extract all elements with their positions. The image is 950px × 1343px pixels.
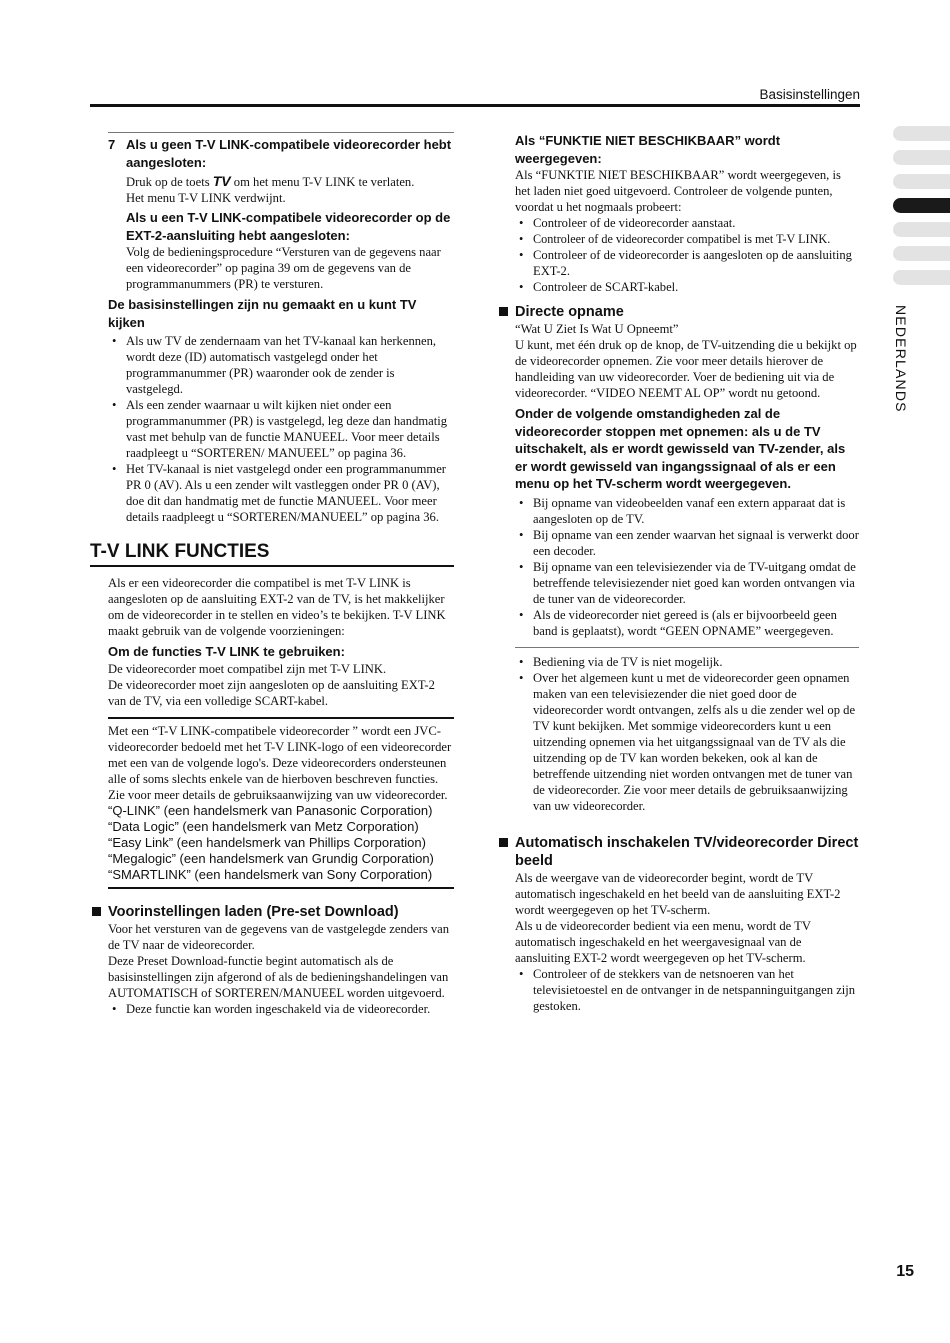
note-bullet-list — [497, 654, 859, 814]
list-item: • Bediening via de TV is niet mogelijk. — [515, 654, 859, 670]
use-requirement-2: De videorecorder moet zijn aangesloten op de aansluiting EXT-2 van de TV, via een volledige SCART-kabel. — [108, 677, 435, 708]
language-label: NEDERLANDS — [893, 305, 909, 413]
running-header: Basisinstellingen — [759, 87, 860, 102]
chapter-tab — [893, 222, 950, 237]
stop-bullet-list — [497, 495, 859, 639]
list-item: • Als de videorecorder niet gereed is (als er bijvoorbeeld geen band is geplaatst), wordt “GEEN OPNAME” weergegeven. — [515, 607, 859, 639]
right-column — [497, 132, 859, 1014]
preset-text-2: Deze Preset Download-functie begint automatisch als de basisinstellingen zijn afgerond of als de bedieningshandelingen van AUTOMATISCH of SORTEREN/MANUEEL worden uitgevoerd. — [108, 953, 449, 1000]
step-number: 7 — [108, 137, 116, 152]
list-item: • Bij opname van een zender waarvan het signaal is verwerkt door een decoder. — [515, 527, 859, 559]
square-bullet-icon — [499, 307, 508, 316]
logo-line: “SMARTLINK” (een handelsmerk van Sony Corporation) — [108, 866, 433, 882]
list-item: • Over het algemeen kunt u met de videorecorder geen opnamen maken van een televisiezender die niet goed door de videorecorder wordt ontvangen, zelfs als u die zender wel op de TV kunt bekijken. Met sommige videorecorders kunt u een uitzending opnemen via het uitgangssignaal van de TV als die uitzending op de TV kan worden bekeken, ook al kan de betreffende uitzending niet worden ontvangen met de tuner van de videorecorder. Zie voor meer details de gebruiksaanwijzing van uw videorecorder. — [515, 670, 859, 814]
chapter-tab — [893, 150, 950, 165]
list-item: • Controleer of de videorecorder is aangesloten op de aansluiting EXT-2. — [515, 247, 859, 279]
list-item: • Bij opname van videobeelden vanaf een extern apparaat dat is aangesloten op de TV. — [515, 495, 859, 527]
chapter-tab — [893, 246, 950, 261]
left-column — [90, 132, 454, 1017]
preset-heading: Voorinstellingen laden (Pre-set Download) — [90, 903, 454, 921]
chapter-tab — [893, 270, 950, 285]
done-heading: De basisinstellingen zijn nu gemaakt en u kunt TV kijken — [108, 297, 417, 330]
direct-quote: “Wat U Ziet Is Wat U Opneemt” — [515, 322, 679, 336]
list-item: • Als een zender waarnaar u wilt kijken niet onder een programmanummer (PR) is vastgelegd, leg deze dan handmatig vast met behulp van de functie MANUEEL. Voor meer details raadpleegt u “SORTEREN/ MANUEEL” op pagina 36. — [108, 397, 454, 461]
preset-text-1: Voor het versturen van de gegevens van de vastgelegde zenders van de TV naar de videorecorder. — [108, 921, 450, 952]
list-item: • Controleer of de videorecorder aanstaat. — [515, 215, 859, 231]
error-text: Als “FUNKTIE NIET BESCHIKBAAR” wordt weergegeven, is het laden niet goed uitgevoerd. Controleer de volgende punten, voordat u het nogmaals probeert: — [515, 168, 841, 214]
done-bullet-list — [90, 333, 454, 525]
square-bullet-icon — [92, 907, 101, 916]
note-bottom-rule — [108, 887, 454, 889]
logo-line: “Data Logic” (een handelsmerk van Metz Corporation) — [108, 818, 419, 834]
list-item: • Als uw TV de zendernaam van het TV-kanaal kan herkennen, wordt deze (ID) automatisch vastgelegd onder het programmanummer (PR) waaronder ook de zender is vastgelegd. — [108, 333, 454, 397]
preset-bullet-list — [90, 1001, 454, 1017]
error-bullet-list — [497, 215, 859, 295]
list-item: • Deze functie kan worden ingeschakeld via de videorecorder. — [108, 1001, 454, 1017]
list-item: • Controleer of de videorecorder compatibel is met T-V LINK. — [515, 231, 859, 247]
error-heading: Als “FUNKTIE NIET BESCHIKBAAR” wordt weergegeven: — [515, 133, 781, 166]
list-item: • Controleer de SCART-kabel. — [515, 279, 859, 295]
list-item: • Het TV-kanaal is niet vastgelegd onder een programmanummer PR 0 (AV). Als u een zender wilt vastleggen onder PR 0 (AV), doe dit dan handmatig met de functie MANUEEL. Voor meer details raadpleegt u “SORTEREN/MANUEEL” op pagina 36. — [108, 461, 454, 525]
square-bullet-icon — [499, 838, 508, 847]
auto-power-heading: Automatisch inschakelen TV/videorecorder Direct beeld — [497, 834, 859, 870]
step-7-heading-2: Als u een T-V LINK-compatibele videorecorder op de EXT-2-aansluiting hebt aangesloten: — [126, 210, 451, 243]
list-item: • Bij opname van een televisiezender via de TV-uitgang omdat de betreffende televisiezender niet goed kan worden ontvangen via de tuner van de videorecorder. — [515, 559, 859, 607]
note-top-rule — [108, 717, 454, 719]
page-number: 15 — [896, 1263, 914, 1280]
use-requirement-1: De videorecorder moet compatibel zijn met T-V LINK. — [108, 661, 387, 676]
header-rule — [90, 104, 860, 107]
auto-bullet-list — [497, 966, 859, 1014]
logo-line: “Megalogic” (een handelsmerk van Grundig Corporation) — [108, 850, 434, 866]
logo-line: “Q-LINK” (een handelsmerk van Panasonic Corporation) — [108, 802, 433, 818]
chapter-tab — [893, 126, 950, 141]
tvlink-intro: Als er een videorecorder die compatibel is met T-V LINK is aangesloten op de aansluiting EXT-2 van de TV, is het makkelijker om de videorecorder in te stellen en video’s te bekijken. T-V LINK maakt gebruik van de volgende voorzieningen: — [108, 576, 446, 638]
direct-text: U kunt, met één druk op de knop, de TV-uitzending die u bekijkt op de videorecorder opnemen. Zie voor meer details hierover de handleiding van uw videorecorder. Voer de bediening uit via de videorecorder. “VIDEO NEEMT AL OP” wordt nu getoond. — [515, 338, 857, 400]
tv-button-icon: TV — [212, 173, 231, 189]
step-top-rule — [108, 132, 454, 133]
step-7-procedure: Volg de bedieningsprocedure “Versturen van de gegevens naar een videorecorder” op pagina 39 om de gegevens van de programmanummers (PR) te versturen. — [126, 245, 441, 291]
chapter-tab — [893, 174, 950, 189]
logo-line: “Easy Link” (een handelsmerk van Phillips Corporation) — [108, 834, 426, 850]
chapter-tab-active — [893, 198, 950, 213]
step-7-heading-1: Als u geen T-V LINK-compatibele videorecorder hebt aangesloten: — [126, 137, 452, 170]
use-heading: Om de functies T-V LINK te gebruiken: — [108, 644, 345, 659]
chapter-tabs — [893, 126, 950, 294]
note-text: Met een “T-V LINK-compatibele videorecorder ” wordt een JVC-videorecorder bedoeld met het T-V LINK-logo of een videorecorder met een van de volgende logo's. Deze videorecorders ondersteunen alle of soms slechts enkele van de hierboven beschreven functies. Zie voor meer details de gebruiksaanwijzing van uw videorecorder. — [108, 723, 452, 802]
stop-conditions-heading: Onder de volgende omstandigheden zal de videorecorder stoppen met opnemen: als u de TV uitschakelt, als er wordt gewisseld van TV-zender, als er wordt gewisseld van ingangssignaal of als er een menu op het TV-scherm wordt weergegeven. — [515, 406, 846, 491]
tvlink-section-title: T-V LINK FUNCTIES — [90, 541, 454, 567]
auto-text-1: Als de weergave van de videorecorder begint, wordt de TV automatisch ingeschakeld en het beeld van de aansluiting EXT-2 wordt weergegeven op het TV-scherm. — [515, 870, 841, 917]
note-rule — [515, 647, 859, 648]
step-7-result: Het menu T-V LINK verdwijnt. — [126, 191, 286, 205]
direct-recording-heading: Directe opname — [497, 303, 859, 321]
list-item: • Controleer of de stekkers van de netsnoeren van het televisietoestel en de ontvanger in de netspanninguitgangen zijn gestoken. — [515, 966, 859, 1014]
step-7 — [90, 136, 454, 292]
compatibility-note — [90, 723, 454, 883]
step-7-instruction: Druk op de toets TV om het menu T-V LINK te verlaten. — [126, 173, 415, 189]
auto-text-2: Als u de videorecorder bedient via een menu, wordt de TV automatisch ingeschakeld en het weergavesignaal van de aansluiting EXT-2 wordt weergegeven op het TV-scherm. — [515, 918, 811, 965]
